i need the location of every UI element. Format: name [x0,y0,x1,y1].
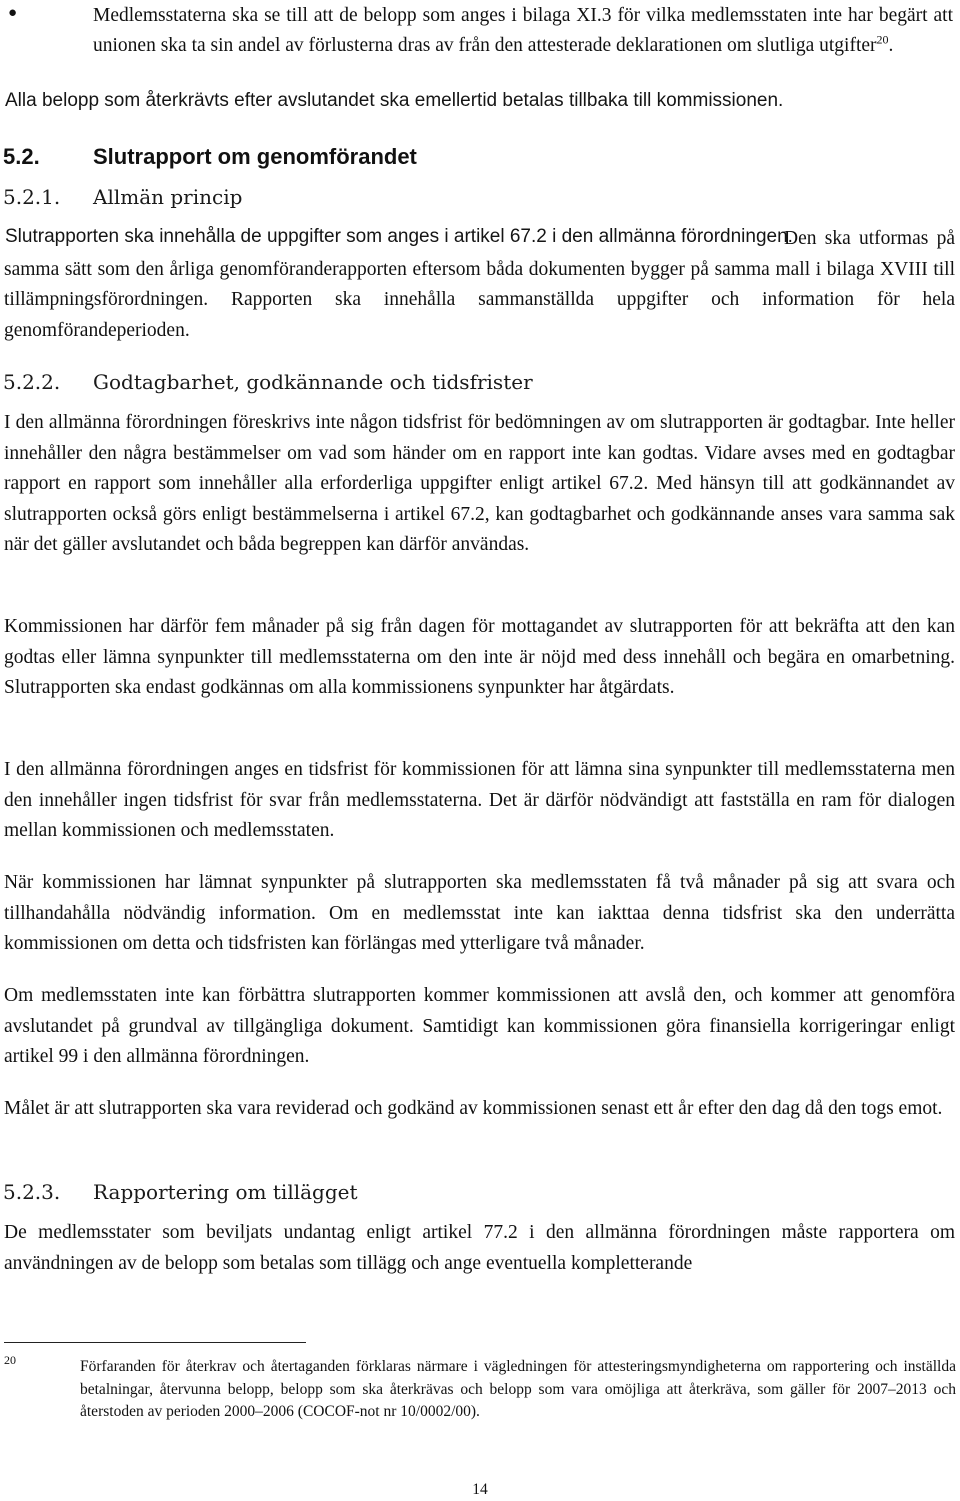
paragraph: I den allmänna förordningen anges en tidsfrist för kommissionen för att lämna sina synpunkter till medlemsstaterna men den innehåller ingen tidsfrist för svar från medlemsstaterna. Det är därför nödvändigt att fastställa en ram för dialogen mellan kommissionen och medlemsstaten. [4,759,955,841]
paragraph: De medlemsstater som beviljats undantag enligt artikel 77.2 i den allmänna förordningen måste rapportera om användningen av de belopp som betalas som tillägg och ange eventuella kompletterande [4,1222,955,1274]
paragraph: I den allmänna förordningen föreskrivs inte någon tidsfrist för bedömningen av om slutrapporten är godtagbar. Inte heller innehåller den några bestämmelser om vad som händer om en rapport inte kan godtas. Vidare avses med en godtagbar rapport en rapport som innehåller alla erforderliga uppgifter enligt artikel 67.2. Med hänsyn till att godkännandet av slutrapporten också görs enligt bestämmelserna i artikel 67.2, kan godtagbarhet och godkännande anses vara samma sak när det gäller avslutandet och båda begreppen kan därför användas. [4,412,955,555]
section-number: 5.2.3. [3,1180,61,1204]
paragraph: Målet är att slutrapporten ska vara reviderad och godkänd av kommissionen senast ett år efter den dag då den togs emot. [4,1098,943,1119]
paragraph-first-line: Slutrapporten ska innehålla de uppgifter som anges i artikel 67.2 i den allmänna förordningen. [5,226,793,247]
bullet-text: Medlemsstaterna ska se till att de belopp som anges i bilaga XI.3 för vilka medlemsstaten inte har begärt att unionen ska ta sin andel av förlusterna dras av från den attesterade deklarationen om slutliga utgifter$^{20}$. [93,5,953,56]
section-heading-5-2-2 [3,370,533,394]
paragraph: Den ska utformas på samma sätt som den årliga genomföranderapporten eftersom båda dokumenten bygger på samma mall i bilaga XVIII till tillämpningsförordningen. Rapporten ska innehålla sammanställda uppgifter och information för hela genomförandeperioden. [4,228,955,341]
section-number: 5.2. [3,144,40,169]
footnote-number: 20 [4,1353,16,1367]
section-number: 5.2.1. [3,185,61,209]
section-number: 5.2.2. [3,370,61,394]
section-title: Slutrapport om genomförandet [93,144,417,169]
recovery-sentence: Alla belopp som återkrävts efter avslutandet ska emellertid betalas tillbaka till kommissionen. [5,90,784,111]
section-heading-5-2-1 [3,185,242,209]
paragraph: Om medlemsstaten inte kan förbättra slutrapporten kommer kommissionen att avslå den, och kommer att genomföra avslutandet på grundval av tillgängliga dokument. Samtidigt kan kommissionen göra finansiella korrigeringar enligt artikel 99 i den allmänna förordningen. [4,985,955,1067]
section-title: Rapportering om tillägget [93,1180,358,1204]
footnote-separator [4,1342,306,1343]
paragraph: När kommissionen har lämnat synpunkter på slutrapporten ska medlemsstaten få två månader på sig att svara och tillhandahålla nödvändig information. Om en medlemsstat inte kan iakttaa denna tidsfrist ska den underrätta kommissionen om detta och tidsfristen kan förlängas med ytterligare två månader. [4,872,955,954]
section-title: Godtagbarhet, godkännande och tidsfrister [93,370,533,394]
bullet-icon: ● [8,5,18,21]
page-number: 14 [472,1481,488,1498]
paragraph: Kommissionen har därför fem månader på sig från dagen för mottagandet av slutrapporten för att bekräfta att den kan godtas eller lämna synpunkter till medlemsstaterna om den inte är nöjd med dess innehåll och begära en omarbetning. Slutrapporten ska endast godkännas om alla kommissionens synpunkter har åtgärdats. [4,616,955,698]
section-heading-5-2 [3,144,417,170]
section-heading-5-2-3 [3,1180,358,1204]
footnote-reference[interactable]: 20 [876,32,889,46]
bullet-list-item [0,1,960,60]
footnote-text: Förfaranden för återkrav och återtaganden förklaras närmare i vägledningen för attesteringsmyndigheterna om rapportering och inställda betalningar, återvunna belopp, belopp som ska återkrävas och belopp som vara omöjliga att återkräva, som gäller för 2007–2013 och återstoden av perioden 2000–2006 (COCOF-not nr 10/0002/00). [80,1358,956,1420]
section-title: Allmän princip [93,185,243,209]
